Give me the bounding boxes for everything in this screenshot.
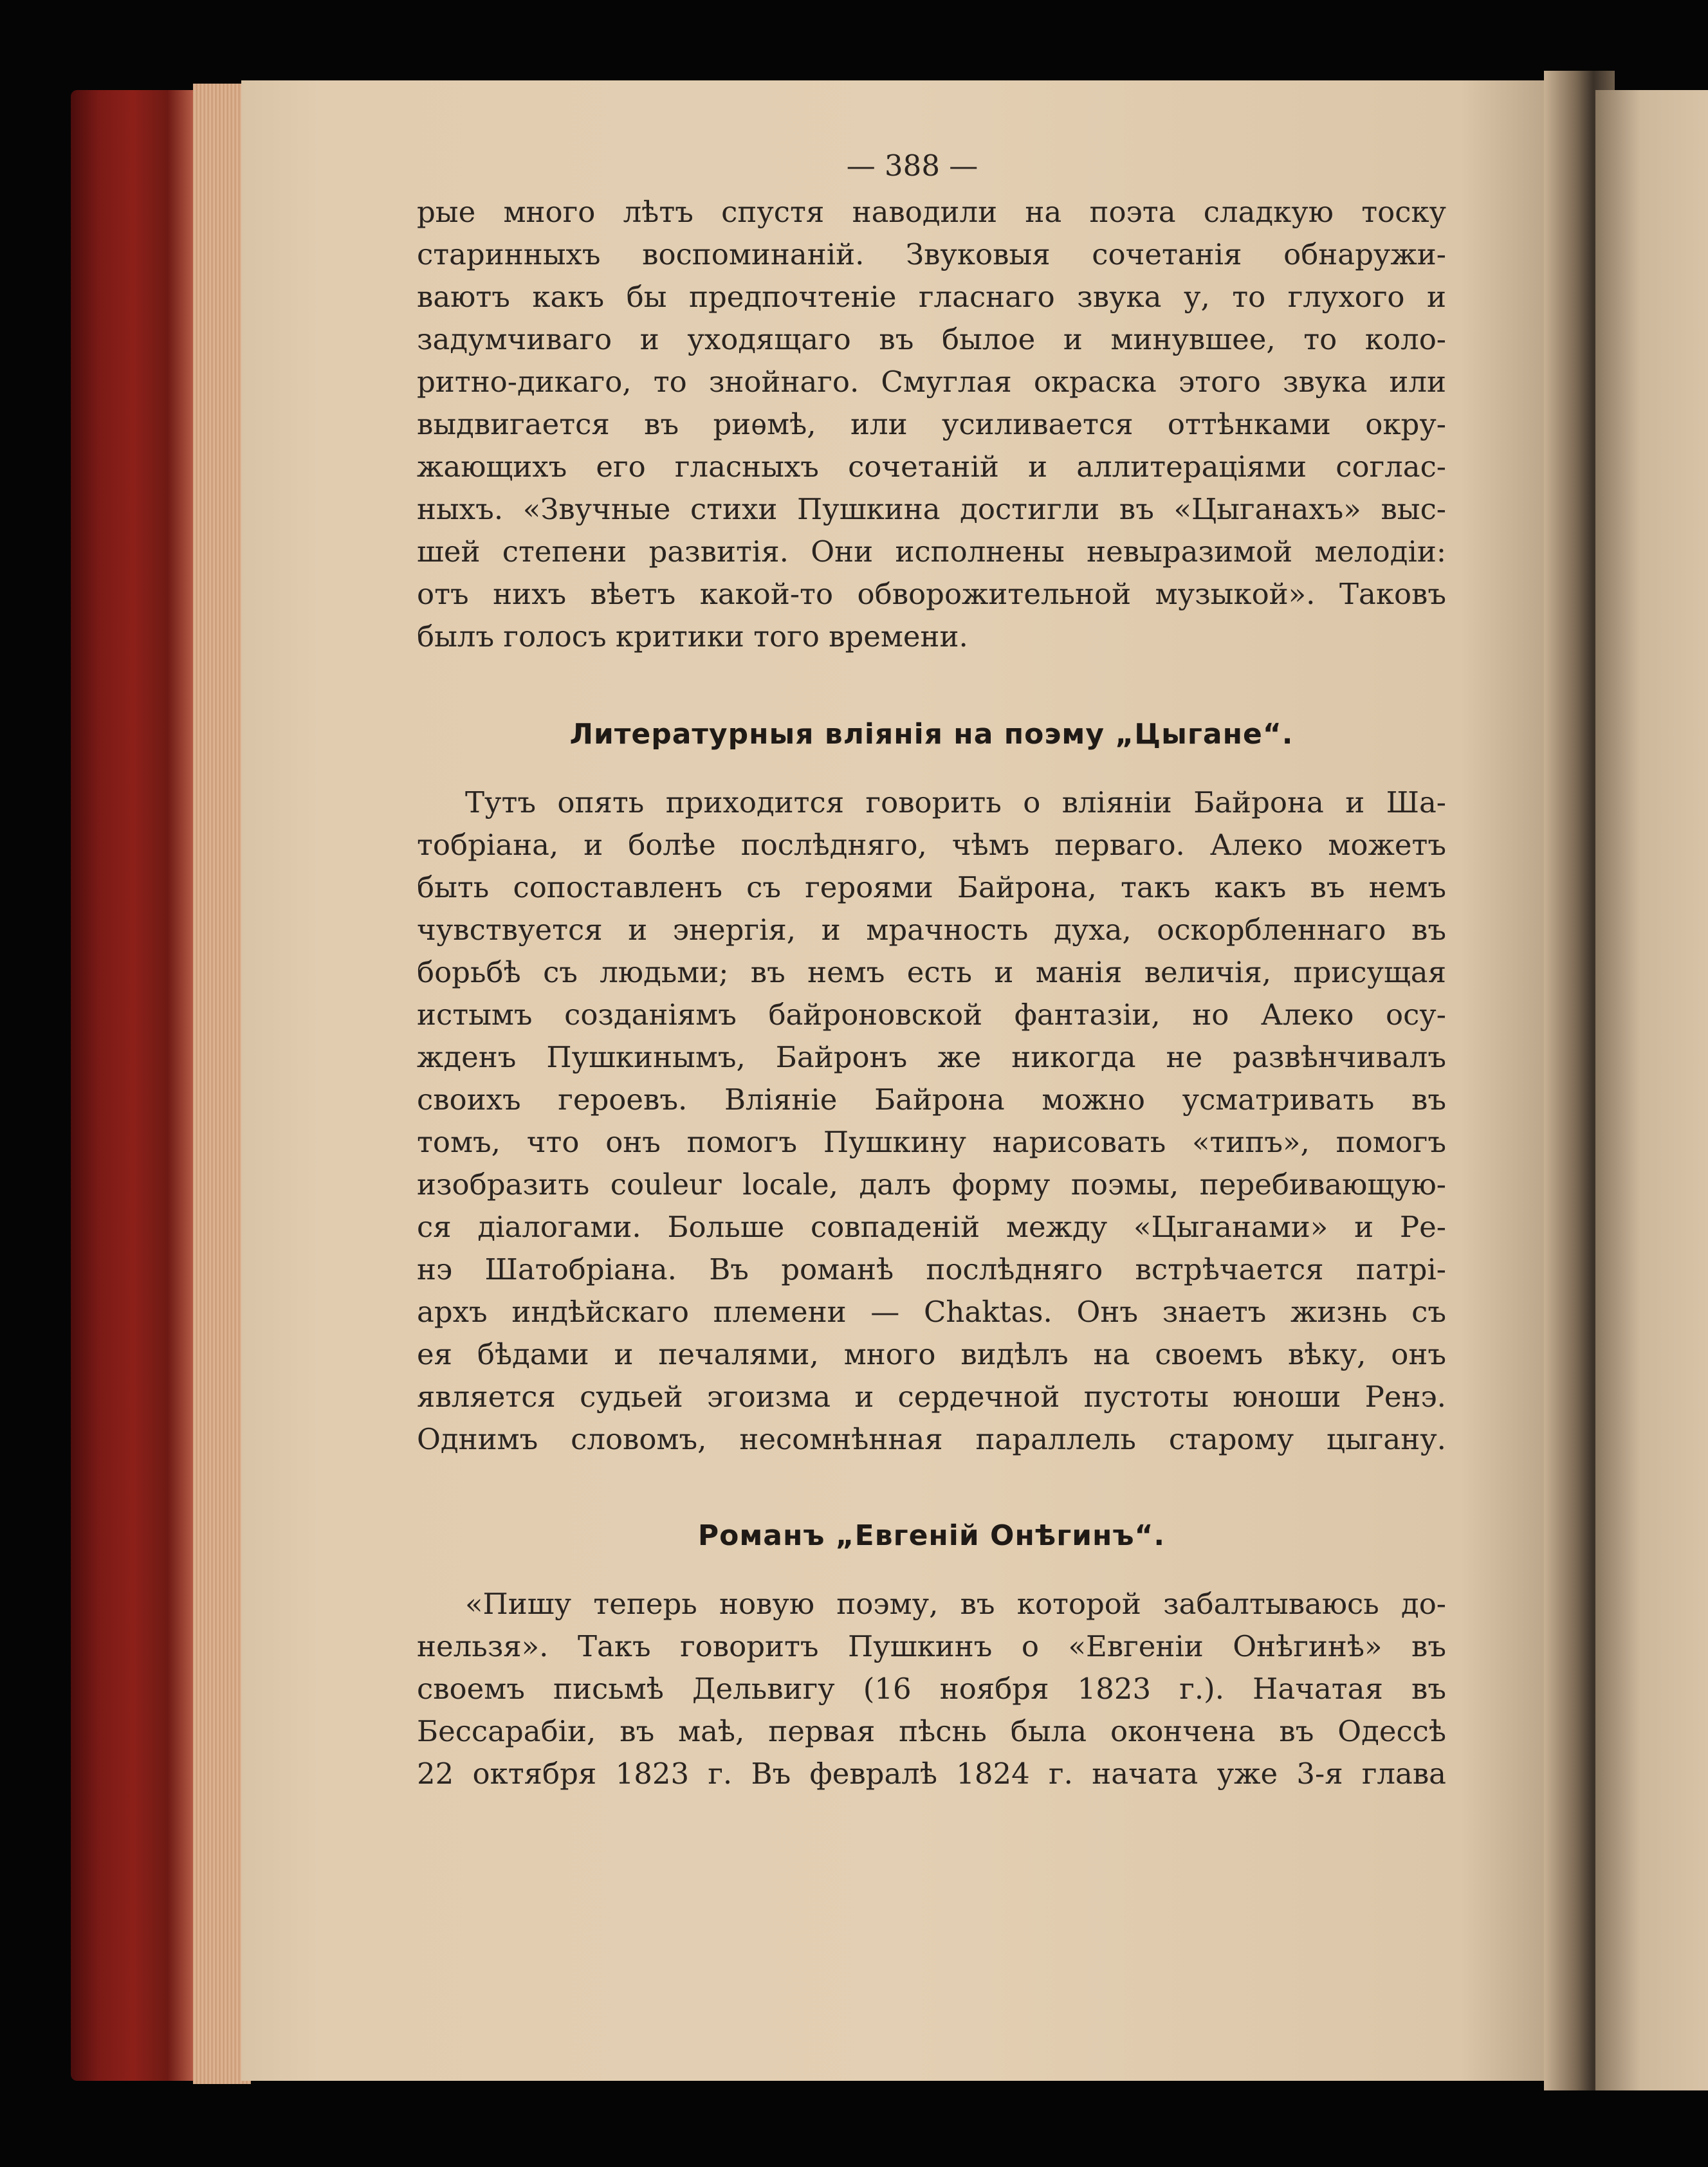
text-line: нельзя». Такъ говоритъ Пушкинъ о «Евгеніи Онѣгинѣ» въ xyxy=(417,1629,1446,1663)
text-line: шей степени развитія. Они исполнены невыразимой мелодіи: xyxy=(417,535,1446,569)
text-line: былъ голосъ критики того времени. xyxy=(417,619,968,654)
text-line: быть сопоставленъ съ героями Байрона, такъ какъ въ немъ xyxy=(417,870,1446,904)
text-line: ваютъ какъ бы предпочтеніе гласнаго звука у, то глухого и xyxy=(417,280,1446,314)
text-line: жающихъ его гласныхъ сочетаній и аллитераціями соглас- xyxy=(417,450,1446,484)
book-edge-red xyxy=(71,90,209,2081)
text-line: ритно-дикаго, то знойнаго. Смуглая окраска этого звука или xyxy=(417,365,1446,399)
text-line: жденъ Пушкинымъ, Байронъ же никогда не развѣнчивалъ xyxy=(417,1040,1446,1074)
text-line: выдвигается въ риѳмѣ, или усиливается оттѣнками окру- xyxy=(417,407,1446,441)
text-line: Однимъ словомъ, несомнѣнная параллель старому цыгану. xyxy=(417,1422,1446,1456)
text-line: ныхъ. «Звучные стихи Пушкина достигли въ «Цыганахъ» выс- xyxy=(417,492,1446,526)
text-line: борьбѣ съ людьми; въ немъ есть и манія величія, присущая xyxy=(417,955,1446,989)
text-line: 22 октября 1823 г. Въ февралѣ 1824 г. начата уже 3-я глава xyxy=(417,1757,1446,1791)
text-line: является судьей эгоизма и сердечной пустоты юноши Ренэ. xyxy=(417,1380,1446,1414)
text-line: ся діалогами. Больше совпаденій между «Цыганами» и Ре- xyxy=(417,1210,1446,1244)
section-heading-1: Литературныя вліянія на поэму „Цыгане“. xyxy=(569,718,1294,751)
next-page-edge xyxy=(1595,90,1708,2090)
text-line: нэ Шатобріана. Въ романѣ послѣдняго встрѣчается патрі- xyxy=(417,1252,1446,1286)
text-line: изобразить couleur locale, далъ форму поэмы, перебивающую- xyxy=(417,1167,1446,1202)
text-line: «Пишу теперь новую поэму, въ которой забалтываюсь до- xyxy=(465,1587,1446,1621)
text-line: отъ нихъ вѣетъ какой-то обворожительной музыкой». Таковъ xyxy=(417,577,1446,611)
text-line: Тутъ опять приходится говорить о вліяніи Байрона и Ша- xyxy=(465,785,1446,819)
text-line: старинныхъ воспоминаній. Звуковыя сочетанія обнаружи- xyxy=(417,237,1446,271)
page-text xyxy=(417,145,1446,1795)
text-line: чувствуется и энергія, и мрачность духа, оскорбленнаго въ xyxy=(417,913,1446,947)
paragraph-2 xyxy=(417,782,1446,1461)
paragraph-1 xyxy=(417,191,1446,658)
text-line: своемъ письмѣ Дельвигу (16 ноября 1823 г.). Начатая въ xyxy=(417,1672,1446,1706)
text-line: томъ, что онъ помогъ Пушкину нарисовать «типъ», помогъ xyxy=(417,1125,1446,1159)
section-heading-2: Романъ „Евгеній Онѣгинъ“. xyxy=(697,1519,1166,1552)
text-line: задумчиваго и уходящаго въ былое и минувшее, то коло- xyxy=(417,322,1446,356)
text-line: ея бѣдами и печалями, много видѣлъ на своемъ вѣку, онъ xyxy=(417,1337,1446,1371)
text-line: Бессарабіи, въ маѣ, первая пѣснь была окончена въ Одессѣ xyxy=(417,1714,1446,1748)
text-line: тобріана, и болѣе послѣдняго, чѣмъ перваго. Алеко можетъ xyxy=(417,828,1446,862)
paragraph-3 xyxy=(417,1583,1446,1795)
text-line: своихъ героевъ. Вліяніе Байрона можно усматривать въ xyxy=(417,1083,1446,1117)
page-number: — 388 — xyxy=(846,149,978,183)
text-line: истымъ созданіямъ байроновской фантазіи, но Алеко осу- xyxy=(417,998,1446,1032)
text-line: рые много лѣтъ спустя наводили на поэта сладкую тоску xyxy=(417,195,1446,229)
text-line: архъ индѣйскаго племени — Chaktas. Онъ знаетъ жизнь съ xyxy=(417,1295,1446,1329)
